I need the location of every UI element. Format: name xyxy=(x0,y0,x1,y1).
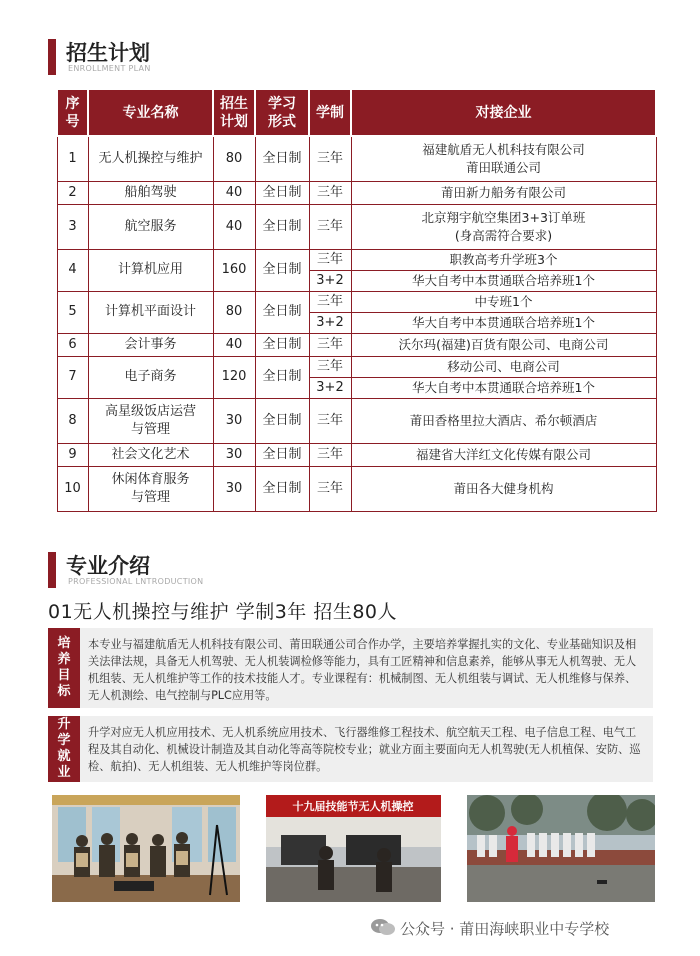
cell-text: 计算机应用 xyxy=(117,262,183,277)
tag-char: 目 xyxy=(57,668,71,683)
cell-text: 船舶驾驶 xyxy=(124,184,177,200)
section-title: 招生计划 xyxy=(66,41,150,65)
study-form: 全日制 xyxy=(255,204,309,249)
cell-text: 华大自考中本贯通联合培养班1个 xyxy=(412,314,595,330)
section-subtitle: ENROLLMENT PLAN xyxy=(68,64,151,73)
program-length: 三年 xyxy=(309,333,351,356)
table-row xyxy=(57,398,656,443)
partner-enterprise xyxy=(351,181,656,204)
table-row xyxy=(57,136,656,181)
major-name xyxy=(88,443,213,466)
header-text: 招生 xyxy=(220,95,248,112)
study-form: 全日制 xyxy=(255,136,309,181)
plan-count: 40 xyxy=(213,181,255,204)
program-length: 三年 xyxy=(309,204,351,249)
row-number: 10 xyxy=(57,466,88,511)
table-row xyxy=(57,181,656,204)
plan-count: 30 xyxy=(213,466,255,511)
header-text: 序 xyxy=(65,95,80,112)
row-number: 8 xyxy=(57,398,88,443)
partner-enterprise xyxy=(351,249,656,270)
training-objective-box xyxy=(48,628,653,708)
header-text: 学制 xyxy=(316,104,344,121)
program-length: 三年 xyxy=(309,443,351,466)
partner-enterprise xyxy=(351,333,656,356)
partner-enterprise xyxy=(351,377,656,398)
program-length: 三年 xyxy=(309,249,351,270)
section-title: 专业介绍 xyxy=(66,554,150,578)
table-row xyxy=(57,443,656,466)
header-text: 学习 xyxy=(268,95,296,112)
table-row xyxy=(57,356,656,377)
photo-students-drones xyxy=(52,795,240,902)
header-text: 形式 xyxy=(268,113,296,130)
major-heading: 01无人机操控与维护 学制3年 招生80人 xyxy=(48,601,398,623)
cell-text: 航空服务 xyxy=(124,218,177,234)
table-row xyxy=(57,249,656,270)
partner-enterprise xyxy=(351,204,656,249)
partner-enterprise xyxy=(351,291,656,312)
row-number: 6 xyxy=(57,333,88,356)
partner-enterprise xyxy=(351,136,656,181)
tag-char: 标 xyxy=(57,684,71,699)
cell-text: 华大自考中本贯通联合培养班1个 xyxy=(412,379,595,395)
study-form: 全日制 xyxy=(255,356,309,398)
tag-char: 升 xyxy=(57,717,71,732)
program-length: 三年 xyxy=(309,291,351,312)
row-number: 9 xyxy=(57,443,88,466)
row-number: 3 xyxy=(57,204,88,249)
cell-text: 莆田各大健身机构 xyxy=(453,480,554,496)
career-box xyxy=(48,716,653,782)
watermark-text: 公众号 · 莆田海峡职业中专学校 xyxy=(400,920,610,938)
row-number: 4 xyxy=(57,249,88,291)
study-form: 全日制 xyxy=(255,333,309,356)
plan-count: 80 xyxy=(213,136,255,181)
partner-enterprise xyxy=(351,312,656,333)
plan-count: 160 xyxy=(213,249,255,291)
plan-count: 40 xyxy=(213,204,255,249)
cell-text: 北京翔宇航空集团3+3订单班 xyxy=(421,209,586,225)
program-length: 三年 xyxy=(309,181,351,204)
table-header-cell xyxy=(213,89,255,136)
section-accent-bar xyxy=(48,552,56,588)
cell-text: 莆田联通公司 xyxy=(465,159,541,175)
cell-text: 移动公司、电商公司 xyxy=(447,358,560,374)
plan-count: 30 xyxy=(213,443,255,466)
header-text: 号 xyxy=(65,113,80,130)
program-length: 3+2 xyxy=(309,377,351,398)
cell-text: 电子商务 xyxy=(124,369,177,384)
table-header-cell xyxy=(57,89,88,136)
table-header-cell xyxy=(255,89,309,136)
partner-enterprise xyxy=(351,270,656,291)
career-tag xyxy=(48,716,80,782)
table-header-cell xyxy=(88,89,213,136)
cell-text: 沃尔玛(福建)百货有限公司、电商公司 xyxy=(398,336,609,352)
cell-text: 福建航盾无人机科技有限公司 xyxy=(422,141,585,157)
study-form: 全日制 xyxy=(255,249,309,291)
section-subtitle: PROFESSIONAL LNTRODUCTION xyxy=(68,577,204,586)
major-name xyxy=(88,356,213,398)
cell-text: 休闲体育服务 xyxy=(111,471,190,487)
row-number: 7 xyxy=(57,356,88,398)
plan-count: 30 xyxy=(213,398,255,443)
professional-intro-heading xyxy=(48,552,348,592)
major-name xyxy=(88,333,213,356)
cell-text: 与管理 xyxy=(130,421,170,437)
plan-count: 40 xyxy=(213,333,255,356)
table-header-cell xyxy=(309,89,351,136)
row-number: 1 xyxy=(57,136,88,181)
major-name xyxy=(88,204,213,249)
program-length: 三年 xyxy=(309,356,351,377)
cell-text: 计算机平面设计 xyxy=(104,304,196,319)
cell-text: 社会文化艺术 xyxy=(111,446,190,462)
tag-char: 业 xyxy=(57,765,71,780)
photo-skills-festival xyxy=(266,795,441,902)
program-length: 三年 xyxy=(309,398,351,443)
tag-char: 学 xyxy=(57,733,71,748)
study-form: 全日制 xyxy=(255,466,309,511)
cell-text: 华大自考中本贯通联合培养班1个 xyxy=(412,272,595,288)
table-body xyxy=(57,136,656,511)
cell-text: 无人机操控与维护 xyxy=(98,150,203,166)
banner-text: 十九届技能节无人机操控 xyxy=(292,800,414,813)
major-name xyxy=(88,466,213,511)
program-length: 三年 xyxy=(309,466,351,511)
row-number: 5 xyxy=(57,291,88,333)
table-header-cell xyxy=(351,89,656,136)
section-accent-bar xyxy=(48,39,56,75)
tag-char: 培 xyxy=(57,636,71,651)
major-name xyxy=(88,136,213,181)
table-row xyxy=(57,291,656,312)
program-length: 三年 xyxy=(309,136,351,181)
cell-text: 莆田香格里拉大酒店、希尔顿酒店 xyxy=(409,412,598,428)
major-name xyxy=(88,181,213,204)
tag-char: 养 xyxy=(57,652,71,667)
header-text: 专业名称 xyxy=(122,104,179,121)
program-length: 3+2 xyxy=(309,270,351,291)
header-text: 计划 xyxy=(220,113,248,130)
major-name xyxy=(88,398,213,443)
partner-enterprise xyxy=(351,356,656,377)
table-row xyxy=(57,466,656,511)
major-name xyxy=(88,249,213,291)
plan-count: 120 xyxy=(213,356,255,398)
table-header-row xyxy=(57,89,656,136)
photo-outdoor-drone-demo xyxy=(467,795,655,902)
header-text: 对接企业 xyxy=(475,104,532,121)
partner-enterprise xyxy=(351,443,656,466)
partner-enterprise xyxy=(351,466,656,511)
table-row xyxy=(57,333,656,356)
training-objective-text: 本专业与福建航盾无人机科技有限公司、莆田联通公司合作办学，主要培养掌握扎实的文化、专业基础知识及相关法律法规，具备无人机驾驶、无人机装调检修等能力，具有工匠精神和信息素养，能够从事无人机驾驶、无人机组装、无人机维护等工作的技术技能人才。专业课程有：机械制图、无人机组装与调试、无人机维修与保养、无人机测绘、电气控制与PLC应用等。 xyxy=(88,638,637,702)
cell-text: 会计事务 xyxy=(124,336,177,352)
study-form: 全日制 xyxy=(255,181,309,204)
training-objective-tag xyxy=(48,628,80,708)
row-number: 2 xyxy=(57,181,88,204)
cell-text: 与管理 xyxy=(130,489,170,505)
program-length: 3+2 xyxy=(309,312,351,333)
enrollment-table xyxy=(56,88,657,512)
major-name xyxy=(88,291,213,333)
enrollment-plan-heading xyxy=(48,39,348,79)
study-form: 全日制 xyxy=(255,291,309,333)
cell-text: (身高需符合要求) xyxy=(454,227,553,243)
study-form: 全日制 xyxy=(255,443,309,466)
plan-count: 80 xyxy=(213,291,255,333)
cell-text: 高星级饭店运营 xyxy=(104,403,196,419)
study-form: 全日制 xyxy=(255,398,309,443)
partner-enterprise xyxy=(351,398,656,443)
cell-text: 莆田新力船务有限公司 xyxy=(440,184,566,200)
tag-char: 就 xyxy=(57,749,71,764)
wechat-icon xyxy=(370,918,396,936)
cell-text: 中专班1个 xyxy=(474,293,533,309)
cell-text: 福建省大洋红文化传媒有限公司 xyxy=(415,446,591,462)
table-row xyxy=(57,204,656,249)
career-text: 升学对应无人机应用技术、无人机系统应用技术、飞行器维修工程技术、航空航天工程、电子信息工程、电气工程及其自动化、机械设计制造及其自动化等高等院校专业；就业方面主要面向无人机驾驶(无人机植保、安防、巡检、航拍)、无人机组装、无人机维护等岗位群。 xyxy=(88,726,641,773)
cell-text: 职教高考升学班3个 xyxy=(449,251,558,267)
